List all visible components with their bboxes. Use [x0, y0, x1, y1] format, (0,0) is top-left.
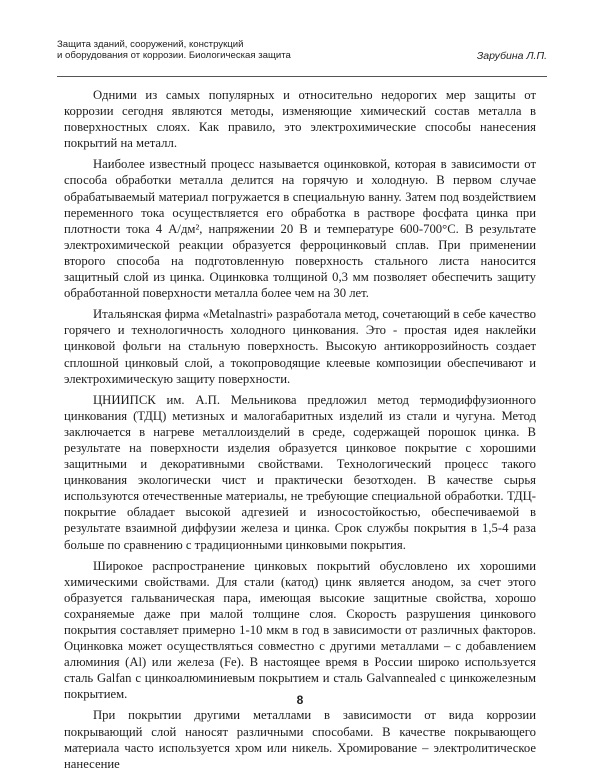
paragraph: Итальянская фирма «Metalnastri» разработала метод, сочетающий в себе качество горячего и технологичность холодного цинкования. Это - простая идея наклейки цинковой фольги на стальную поверхность. Высокую антикоррозийность создает сплошной цинковый слой, а токопроводящие клеевые композиции обеспечивают и электрохимическую защиту поверхности. [64, 307, 536, 386]
paragraph: Одними из самых популярных и относительно недорогих мер защиты от коррозии сегодня являются методы, изменяющие химический состав металла в поверхностных слоях. Как правило, это электрохимические способы нанесения покрытий на металл. [64, 88, 536, 151]
header-title-line-1: Защита зданий, сооружений, конструкций [57, 39, 244, 50]
header-divider [57, 76, 547, 77]
header-author: Зарубина Л.П. [476, 50, 547, 62]
running-header [57, 40, 547, 80]
header-title [57, 40, 377, 61]
paragraph: При покрытии другими металлами в зависимости от вида коррозии покрывающий слой наносят различными способами. В качестве покрывающего материала часто используется хром или никель. Хромирование – электролитическое нанесение [64, 708, 536, 771]
body-text [64, 87, 536, 772]
paragraph: ЦНИИПСК им. А.П. Мельникова предложил метод термодиффузионного цинкования (ТДЦ) метизных и малогабаритных изделий из стали и чугуна. Метод заключается в нагреве металлоизделий в среде, содержащей порошок цинка. В результате на поверхности изделия образуется цинковое покрытие с хорошими защитными и декоративными свойствами. Технологический процесс такого цинкования экологически чист и практически безотходен. В качестве сырья используются отечественные материалы, не требующие специальной обработки. ТДЦ- покрытие обладает высокой адгезией и износостойкостью, обеспечиваемой в результате взаимной диффузии железа и цинка. Срок службы покрытия в 1,5-4 раза больше по сравнению с традиционными цинковыми покрытия. [64, 392, 536, 552]
header-title-line-2: и оборудования от коррозии. Биологическая защита [57, 49, 291, 61]
paragraph: Широкое распространение цинковых покрытий обусловлено их хорошими химическими свойствами. Для стали (катод) цинк является анодом, за счет этого образуется гальваническая пара, имеющая высокие защитные свойства, хорошо сохраняемые даже при малой толщине слоя. Скорость разрушения цинкового покрытия составляет примерно 1-10 мкм в год в зависимости от различных факторов. Оцинковка может осуществляться совместно с другими металлами – с добавлением алюминия (Al) или железа (Fe). В настоящее время в России широко используется сталь Galfan с цинкоалюминиевым покрытием и сталь Galvannealed с цинкожелезным покрытием. [64, 558, 536, 702]
paragraph: Наиболее известный процесс называется оцинковкой, которая в зависимости от способа обработки металла делится на горячую и холодную. В первом случае обрабатываемый материал погружается в специальную ванну. Затем под воздействием переменного тока осуществляется его обработка в растворе фосфата цинка при плотности тока 4 А/дм², напряжении 20 В и температуре 600-700°С. В результате электрохимической реакции образуется ферроцинковый сплав. При применении второго способа на подготовленную поверхность стального листа наносится защитный слой из цинка. Оцинковка толщиной 0,3 мм позволяет обеспечить защиту обработанной поверхности металла более чем на 30 лет. [64, 157, 536, 301]
page-number: 8 [296, 693, 304, 707]
